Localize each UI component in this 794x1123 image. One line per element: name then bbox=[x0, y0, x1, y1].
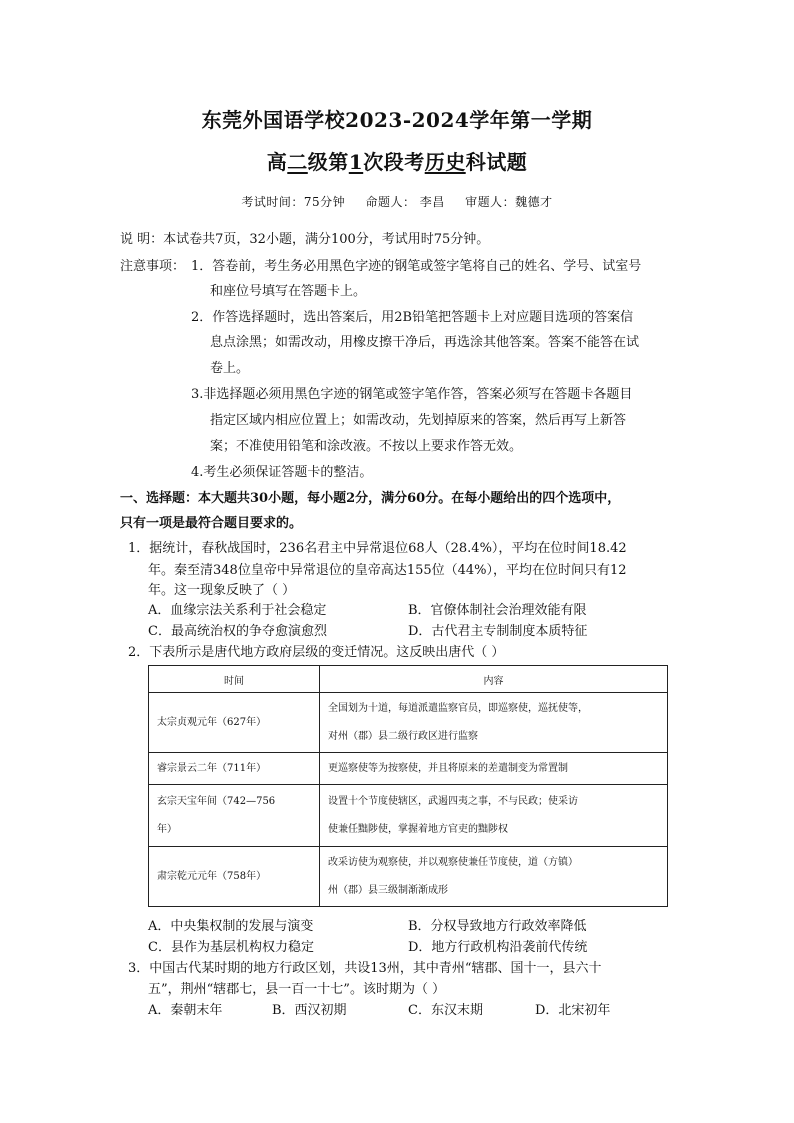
note-item-2: 2．作答选择题时，选出答案后，用2B铅笔把答题卡上对应题目选项的答案信 bbox=[191, 310, 634, 325]
note-item-3: 3.非选择题必须用黑色字迹的钢笔或签字笔作答，答案必须写在答题卡各题目 bbox=[191, 387, 633, 402]
q1-option-d: D．古代君主专制制度本质特征 bbox=[408, 624, 588, 639]
table-cell-time: 肃宗乾元元年（758年） bbox=[149, 847, 320, 907]
q1-stem-cont: 年。秦至清348位皇帝中异常退位的皇帝高达155位（44%），平均在位时间只有12 bbox=[148, 563, 627, 578]
q3-stem-cont: 五”，荆州“辖郡七，县一百一十七”。该时期为（ ） bbox=[148, 982, 446, 997]
table-row bbox=[149, 753, 668, 785]
table-header-content: 内容 bbox=[320, 666, 668, 693]
table-row bbox=[149, 847, 668, 907]
cell-line: 州（郡）县三级制渐渐成形 bbox=[328, 884, 448, 896]
table-header-time: 时间 bbox=[149, 666, 320, 693]
table-cell-time bbox=[149, 785, 320, 847]
attention-label: 注意事项： bbox=[120, 259, 186, 274]
subtitle-underlined: 1 bbox=[348, 150, 364, 174]
cell-line: 设置十个节度使辖区，武遏四夷之事，不与民政；使采访 bbox=[328, 795, 578, 807]
note-item-3-cont: 案；不准使用铅笔和涂改液。不按以上要求作答无效。 bbox=[210, 439, 523, 454]
q2-table bbox=[148, 665, 668, 907]
q3-option-d: D．北宋初年 bbox=[535, 1003, 611, 1018]
exam-time: 考试时间：75分钟 bbox=[241, 195, 346, 209]
section-heading-cont: 只有一项是最符合题目要求的。 bbox=[120, 516, 303, 531]
q2-option-b: B．分权导致地方行政效率降低 bbox=[408, 919, 587, 934]
cell-line: 年） bbox=[157, 823, 177, 835]
note-item-2-cont: 息点涂黑；如需改动，用橡皮擦干净后，再选涂其他答案。答案不能答在试 bbox=[210, 335, 640, 350]
cell-line: 对州（郡）县二级行政区进行监察 bbox=[328, 730, 478, 742]
note-item-3-cont: 指定区域内相应位置上；如需改动，先划掉原来的答案，然后再写上新答 bbox=[210, 413, 627, 428]
q1-stem: 1．据统计，春秋战国时，236名君主中异常退位68人（28.4%），平均在位时间18.42 bbox=[128, 541, 627, 556]
q2-stem: 2．下表所示是唐代地方政府层级的变迁情况。这反映出唐代（ ） bbox=[128, 645, 505, 660]
exam-subtitle bbox=[0, 146, 794, 175]
note-item-4: 4.考生必须保证答题卡的整洁。 bbox=[191, 465, 373, 480]
q3-stem: 3．中国古代某时期的地方行政区划，共设13州，其中青州“辖郡、国十一，县六十 bbox=[128, 961, 602, 976]
explain-line: 说 明：本试卷共7页，32小题，满分100分，考试用时75分钟。 bbox=[120, 232, 490, 247]
cell-line: 玄宗天宝年间（742—756 bbox=[157, 795, 276, 807]
table-cell-content bbox=[320, 847, 668, 907]
table-row bbox=[149, 693, 668, 753]
setter: 命题人： 李昌 bbox=[365, 195, 445, 209]
exam-meta bbox=[0, 193, 794, 210]
reviewer: 审题人：魏德才 bbox=[465, 195, 553, 209]
table-cell-content bbox=[320, 693, 668, 753]
table-cell-content: 更巡察使等为按察使，并且将原来的差遣制变为常置制 bbox=[320, 753, 668, 785]
table-cell-time: 睿宗景云二年（711年） bbox=[149, 753, 320, 785]
q3-option-b: B．西汉初期 bbox=[272, 1003, 347, 1018]
section-heading: 一、选择题：本大题共30小题，每小题2分，满分60分。在每小题给出的四个选项中， bbox=[120, 491, 621, 506]
exam-title: 东莞外国语学校2023-2024学年第一学期 bbox=[201, 108, 593, 132]
q2-option-a: A．中央集权制的发展与演变 bbox=[148, 919, 314, 934]
q3-option-a: A．秦朝末年 bbox=[148, 1003, 223, 1018]
table-cell-content bbox=[320, 785, 668, 847]
q1-option-b: B．官僚体制社会治理效能有限 bbox=[408, 603, 587, 618]
table-header-row bbox=[149, 666, 668, 693]
cell-line: 改采访使为观察使，并以观察使兼任节度使，道（方镇） bbox=[328, 856, 578, 868]
subtitle-part: 级第 bbox=[307, 150, 349, 174]
subtitle-part: 高 bbox=[266, 150, 288, 174]
q1-option-a: A．血缘宗法关系利于社会稳定 bbox=[148, 603, 327, 618]
table-row bbox=[149, 785, 668, 847]
subtitle-part: 科试题 bbox=[465, 150, 528, 174]
table-cell-time: 太宗贞观元年（627年） bbox=[149, 693, 320, 753]
note-item-1: 1．答卷前，考生务必用黑色字迹的钢笔或签字笔将自己的姓名、学号、试室号 bbox=[191, 259, 642, 274]
note-item-2-cont: 卷上。 bbox=[210, 361, 250, 376]
note-item-1-cont: 和座位号填写在答题卡上。 bbox=[210, 284, 367, 299]
cell-line: 使兼任黜陟使，掌握着地方官吏的黜陟权 bbox=[328, 823, 508, 835]
q1-stem-cont: 年。这一现象反映了（ ） bbox=[148, 583, 296, 598]
q2-option-d: D．地方行政机构沿袭前代传统 bbox=[408, 940, 588, 955]
q3-option-c: C．东汉末期 bbox=[408, 1003, 483, 1018]
subtitle-underlined: 二 bbox=[287, 150, 308, 174]
cell-line: 全国划为十道，每道派遣监察官员，即巡察使，巡抚使等， bbox=[328, 702, 588, 714]
subtitle-part: 次段考 bbox=[363, 150, 425, 174]
q1-option-c: C．最高统治权的争夺愈演愈烈 bbox=[148, 624, 327, 639]
q2-option-c: C．县作为基层机构权力稳定 bbox=[148, 940, 314, 955]
subtitle-underlined: 历史 bbox=[424, 150, 466, 174]
